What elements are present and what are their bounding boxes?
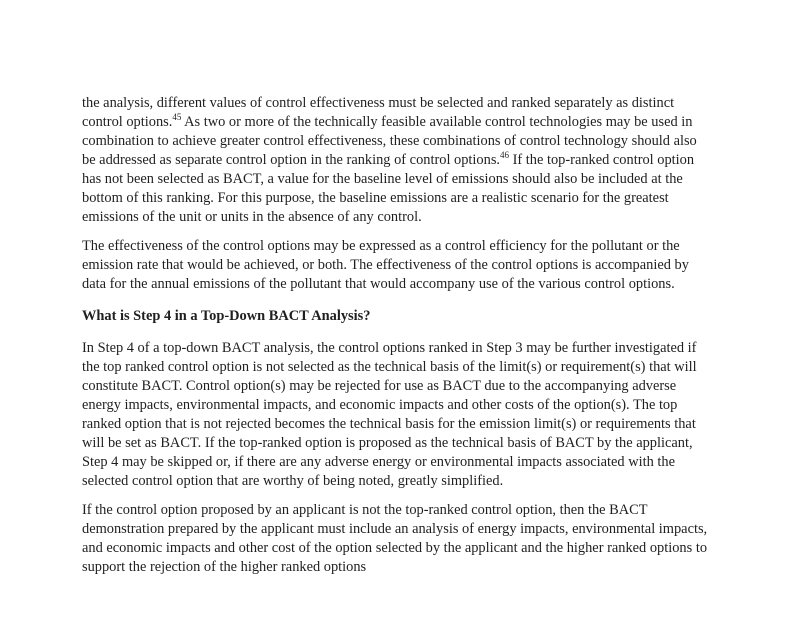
paragraph-control-options xyxy=(82,94,710,227)
paragraph-applicant-option: If the control option proposed by an applicant is not the top-ranked control option, then the BACT demonstration prepared by the applicant must include an analysis of energy impacts, environmental impacts, and economic impacts and other cost of the option selected by the applicant and the higher ranked options to support the rejection of the higher ranked options xyxy=(82,502,708,575)
footnote-ref[interactable]: 45 xyxy=(172,112,182,123)
document-page xyxy=(82,94,710,577)
paragraph-effectiveness: The effectiveness of the control options may be expressed as a control efficiency for the pollutant or the emission rate that would be achieved, or both. The effectiveness of the control options is accompanied by data for the annual emissions of the pollutant that would accompany use of the various control options. xyxy=(82,238,689,292)
paragraph-text: As two or more of the technically feasible available control technologies may be used in combination to achieve greater control effectiveness, these combinations of control technology should also be addressed as separate control option in the ranking of control options. xyxy=(82,114,697,168)
section-heading: What is Step 4 in a Top-Down BACT Analysis? xyxy=(82,308,371,324)
footnote-ref[interactable]: 46 xyxy=(500,150,510,161)
paragraph-step-4: In Step 4 of a top-down BACT analysis, the control options ranked in Step 3 may be further investigated if the top ranked control option is not selected as the technical basis of the limit(s) or requirement(s) that will constitute BACT. Control option(s) may be rejected for use as BACT due to the accompanying adverse energy impacts, environmental impacts, and economic impacts and other costs of the option(s). The top ranked option that is not rejected becomes the technical basis for the emission limit(s) or requirements that will be set as BACT. If the top-ranked option is proposed as the technical basis of BACT by the applicant, Step 4 may be skipped or, if there are any adverse energy or environmental impacts associated with the selected control option that are worthy of being noted, greatly simplified. xyxy=(82,340,697,489)
paragraph-text: the analysis, different values of control effectiveness must be selected and ranked separately as distinct control options. xyxy=(82,95,675,130)
paragraph-text: If the top-ranked control option has not been selected as BACT, a value for the baseline level of emissions should also be included at the bottom of this ranking. For this purpose, the baseline emissions are a realistic scenario for the greatest emissions of the unit or units in the absence of any control. xyxy=(82,152,695,225)
